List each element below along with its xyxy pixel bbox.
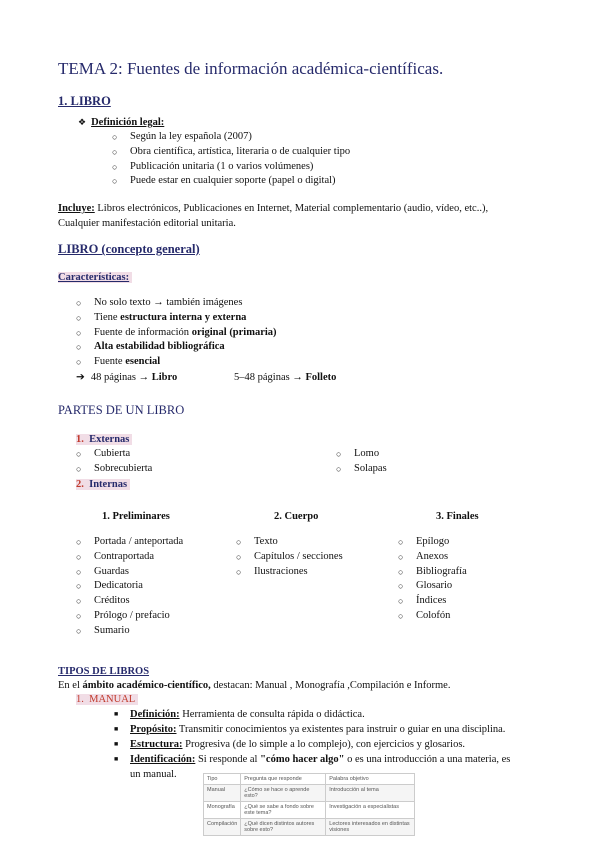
list-item: ○ Alta estabilidad bibliográfica — [76, 340, 277, 355]
list-item: ○ No solo texto → también imágenes — [76, 296, 277, 311]
definicion-legal-list — [112, 130, 350, 189]
list-item: ○ Publicación unitaria (1 o varios volúmenes) — [112, 160, 350, 175]
list-item: ■ Propósito: Transmitir conocimientos ya existentes para instruir o guiar en una disciplina. — [114, 724, 506, 735]
col-heading-preliminares: 1. Preliminares — [102, 511, 170, 522]
list-item: ○ Capítulos / secciones — [236, 550, 343, 565]
list-item: ○ Colofón — [398, 609, 467, 624]
section-heading-tipos: TIPOS DE LIBROS — [58, 666, 150, 677]
cuerpo-list — [236, 535, 343, 579]
internas-label: 2. Internas — [76, 477, 130, 492]
incluye-label: Incluye: — [58, 203, 95, 214]
list-item: ○ Texto — [236, 535, 343, 550]
list-item: ■ Estructura: Progresiva (de lo simple a lo complejo), con ejercicios y glosarios. — [114, 739, 466, 750]
list-item: ○ Dedicatoria — [76, 579, 183, 594]
list-item: ○ Puede estar en cualquier soporte (papel o digital) — [112, 174, 350, 189]
list-item: ○ Sumario — [76, 624, 183, 639]
section-heading-partes: PARTES DE UN LIBRO — [58, 403, 185, 417]
caracteristicas-text: Características: — [58, 272, 132, 283]
manual-last-line: un manual. — [130, 769, 177, 780]
diamond-bullet-icon: ❖ — [78, 117, 87, 127]
col-heading-cuerpo: 2. Cuerpo — [274, 511, 319, 522]
list-item: ○ Fuente esencial — [76, 355, 277, 370]
list-item: ○ Cubierta — [76, 447, 152, 462]
finales-list — [398, 535, 467, 624]
list-item: ○ Lomo — [336, 447, 387, 462]
caracteristicas-label — [58, 270, 132, 285]
definicion-legal-bullet — [78, 115, 164, 130]
page-title: TEMA 2: Fuentes de información académica-científicas. — [58, 59, 444, 78]
section-heading-concepto: LIBRO (concepto general) — [58, 242, 200, 256]
list-item: ○ Ilustraciones — [236, 565, 343, 580]
table-row: Tipo Pregunta que responde Palabra objetivo — [204, 774, 415, 785]
section-heading-libro: 1. LIBRO — [58, 94, 111, 108]
list-item: ○ Tiene estructura interna y externa — [76, 311, 277, 326]
tipos-table-image — [203, 773, 415, 848]
list-item: ○ Créditos — [76, 594, 183, 609]
list-item: ○ Guardas — [76, 565, 183, 580]
manual-list — [114, 707, 510, 767]
preliminares-list — [76, 535, 183, 639]
list-item: ○ Obra científica, artística, literaria o de cualquier tipo — [112, 145, 350, 160]
list-item: ○ Bibliografía — [398, 565, 467, 580]
table-row: Compilación ¿Qué dicen distintos autores sobre esto? Lectores interesados en distintas visiones — [204, 819, 415, 836]
incluye-text: Libros electrónicos, Publicaciones en Internet, Material complementario (audio, vídeo, etc..), — [94, 203, 489, 214]
table-row: Monografía ¿Qué se sabe a fondo sobre este tema? Investigación a especialistas — [204, 802, 415, 819]
list-item: ■ Identificación: Si responde al "cómo hacer algo" o es una introducción a una materia, es — [114, 754, 511, 765]
table-row: Manual ¿Cómo se hace o aprende esto? Introducción al tema — [204, 785, 415, 802]
incluye-text-2: Cualquier manifestación editorial unitaria. — [58, 218, 236, 229]
arrow-right-icon: ➔ — [76, 372, 85, 383]
list-item: ○ Solapas — [336, 462, 387, 477]
incluye-paragraph — [58, 201, 488, 231]
tipos-intro: En el ámbito académico-científico, destacan: Manual , Monografía ,Compilación e Informe. — [58, 680, 451, 691]
list-item: ■ Definición: Herramienta de consulta rápida o didáctica. — [114, 709, 365, 720]
list-item: ○ Epílogo — [398, 535, 467, 550]
list-item: ○ Portada / anteportada — [76, 535, 183, 550]
list-item: ○ Índices — [398, 594, 467, 609]
list-item: ○ Sobrecubierta — [76, 462, 152, 477]
manual-label: 1. MANUAL — [76, 692, 138, 707]
tipos-table — [203, 773, 415, 836]
list-item: ○ Glosario — [398, 579, 467, 594]
list-item: ○ Fuente de información original (primaria) — [76, 326, 277, 341]
externas-list-left — [76, 447, 152, 477]
list-item: ○ Según la ley española (2007) — [112, 130, 350, 145]
col-heading-finales: 3. Finales — [436, 511, 479, 522]
arrow-row: ➔ 48 páginas → Libro — [76, 372, 178, 383]
definicion-legal-label: Definición legal: — [91, 117, 165, 128]
list-item: ○ Anexos — [398, 550, 467, 565]
caracteristicas-list — [76, 296, 277, 370]
list-item: ○ Prólogo / prefacio — [76, 609, 183, 624]
externas-label: 1. Externas — [76, 432, 132, 447]
externas-list-right — [336, 447, 387, 477]
arrow-row-folleto: 5–48 páginas → Folleto — [234, 372, 337, 383]
list-item: ○ Contraportada — [76, 550, 183, 565]
